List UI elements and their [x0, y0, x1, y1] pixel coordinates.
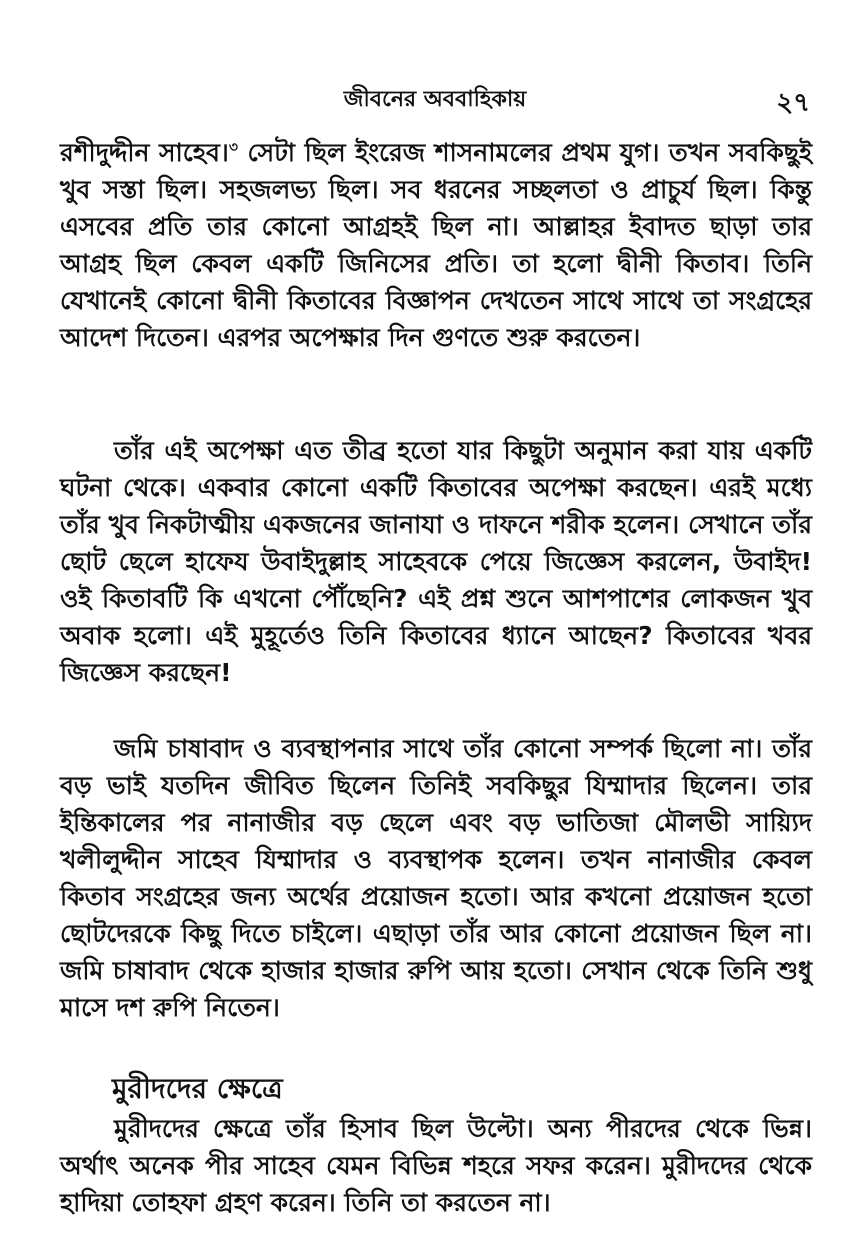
- paragraph-4: [60, 1110, 812, 1221]
- paragraph-1: [60, 134, 812, 356]
- paragraph-3: [60, 730, 812, 1026]
- paragraph-2: [60, 432, 812, 691]
- section-heading: মুরীদদের ক্ষেত্রে: [112, 1072, 283, 1105]
- paragraph-3-text: জমি চাষাবাদ ও ব্যবস্থাপনার সাথে তাঁর কোনো সম্পর্ক ছিলো না। তাঁর বড় ভাই যতদিন জীবিত ছিলেন তিনিই সবকিছুর যিম্মাদার ছিলেন। তার ইন্তিকালের পর নানাজীর বড় ছেলে এবং বড় ভাতিজা মৌলভী সায়্যিদ খলীলুদ্দীন সাহেব যিম্মাদার ও ব্যবস্থাপক হলেন। তখন নানাজীর কেবল কিতাব সংগ্রহের জন্য অর্থের প্রয়োজন হতো। আর কখনো প্রয়োজন হতো ছোটদেরকে কিছু দিতে চাইলে। এছাড়া তাঁর আর কোনো প্রয়োজন ছিল না। জমি চাষাবাদ থেকে হাজার হাজার রুপি আয় হতো। সেখান থেকে তিনি শুধু মাসে দশ রুপি নিতেন।: [60, 734, 812, 1022]
- running-header: [60, 82, 810, 118]
- page-number: ২৭: [776, 88, 810, 118]
- footnote-marker: ৩: [228, 139, 238, 156]
- paragraph-4-text: মুরীদদের ক্ষেত্রে তাঁর হিসাব ছিল উল্টো। অন্য পীরদের থেকে ভিন্ন। অর্থাৎ অনেক পীর সাহেব যেমন বিভিন্ন শহরে সফর করেন। মুরীদদের থেকে হাদিয়া তোহফা গ্রহণ করেন। তিনি তা করতেন না।: [60, 1114, 812, 1217]
- paragraph-1-text-a: রশীদুদ্দীন সাহেব।: [60, 138, 229, 167]
- paragraph-1-text-b: সেটা ছিল ইংরেজ শাসনামলের প্রথম যুগ। তখন সবকিছুই খুব সস্তা ছিল। সহজলভ্য ছিল। সব ধরনের সচ্ছলতা ও প্রাচুর্য ছিল। কিন্তু এসবের প্রতি তার কোনো আগ্রহই ছিল না। আল্লাহর ইবাদত ছাড়া তার আগ্রহ ছিল কেবল একটি জিনিসের প্রতি। তা হলো দ্বীনী কিতাব। তিনি যেখানেই কোনো দ্বীনী কিতাবের বিজ্ঞাপন দেখতেন সাথে সাথে তা সংগ্রহের আদেশ দিতেন। এরপর অপেক্ষার দিন গুণতে শুরু করতেন।: [60, 138, 812, 352]
- paragraph-2-text: তাঁর এই অপেক্ষা এত তীব্র হতো যার কিছুটা অনুমান করা যায় একটি ঘটনা থেকে। একবার কোনো একটি কিতাবের অপেক্ষা করছেন। এরই মধ্যে তাঁর খুব নিকটাত্মীয় একজনের জানাযা ও দাফনে শরীক হলেন। সেখানে তাঁর ছোট ছেলে হাফেয উবাইদুল্লাহ সাহেবকে পেয়ে জিজ্ঞেস করলেন, উবাইদ! ওই কিতাবটি কি এখনো পৌঁছেনি? এই প্রশ্ন শুনে আশপাশের লোকজন খুব অবাক হলো। এই মুহূর্তেও তিনি কিতাবের ধ্যানে আছেন? কিতাবের খবর জিজ্ঞেস করছেন!: [60, 436, 812, 687]
- running-title: জীবনের অববাহিকায়: [343, 87, 527, 112]
